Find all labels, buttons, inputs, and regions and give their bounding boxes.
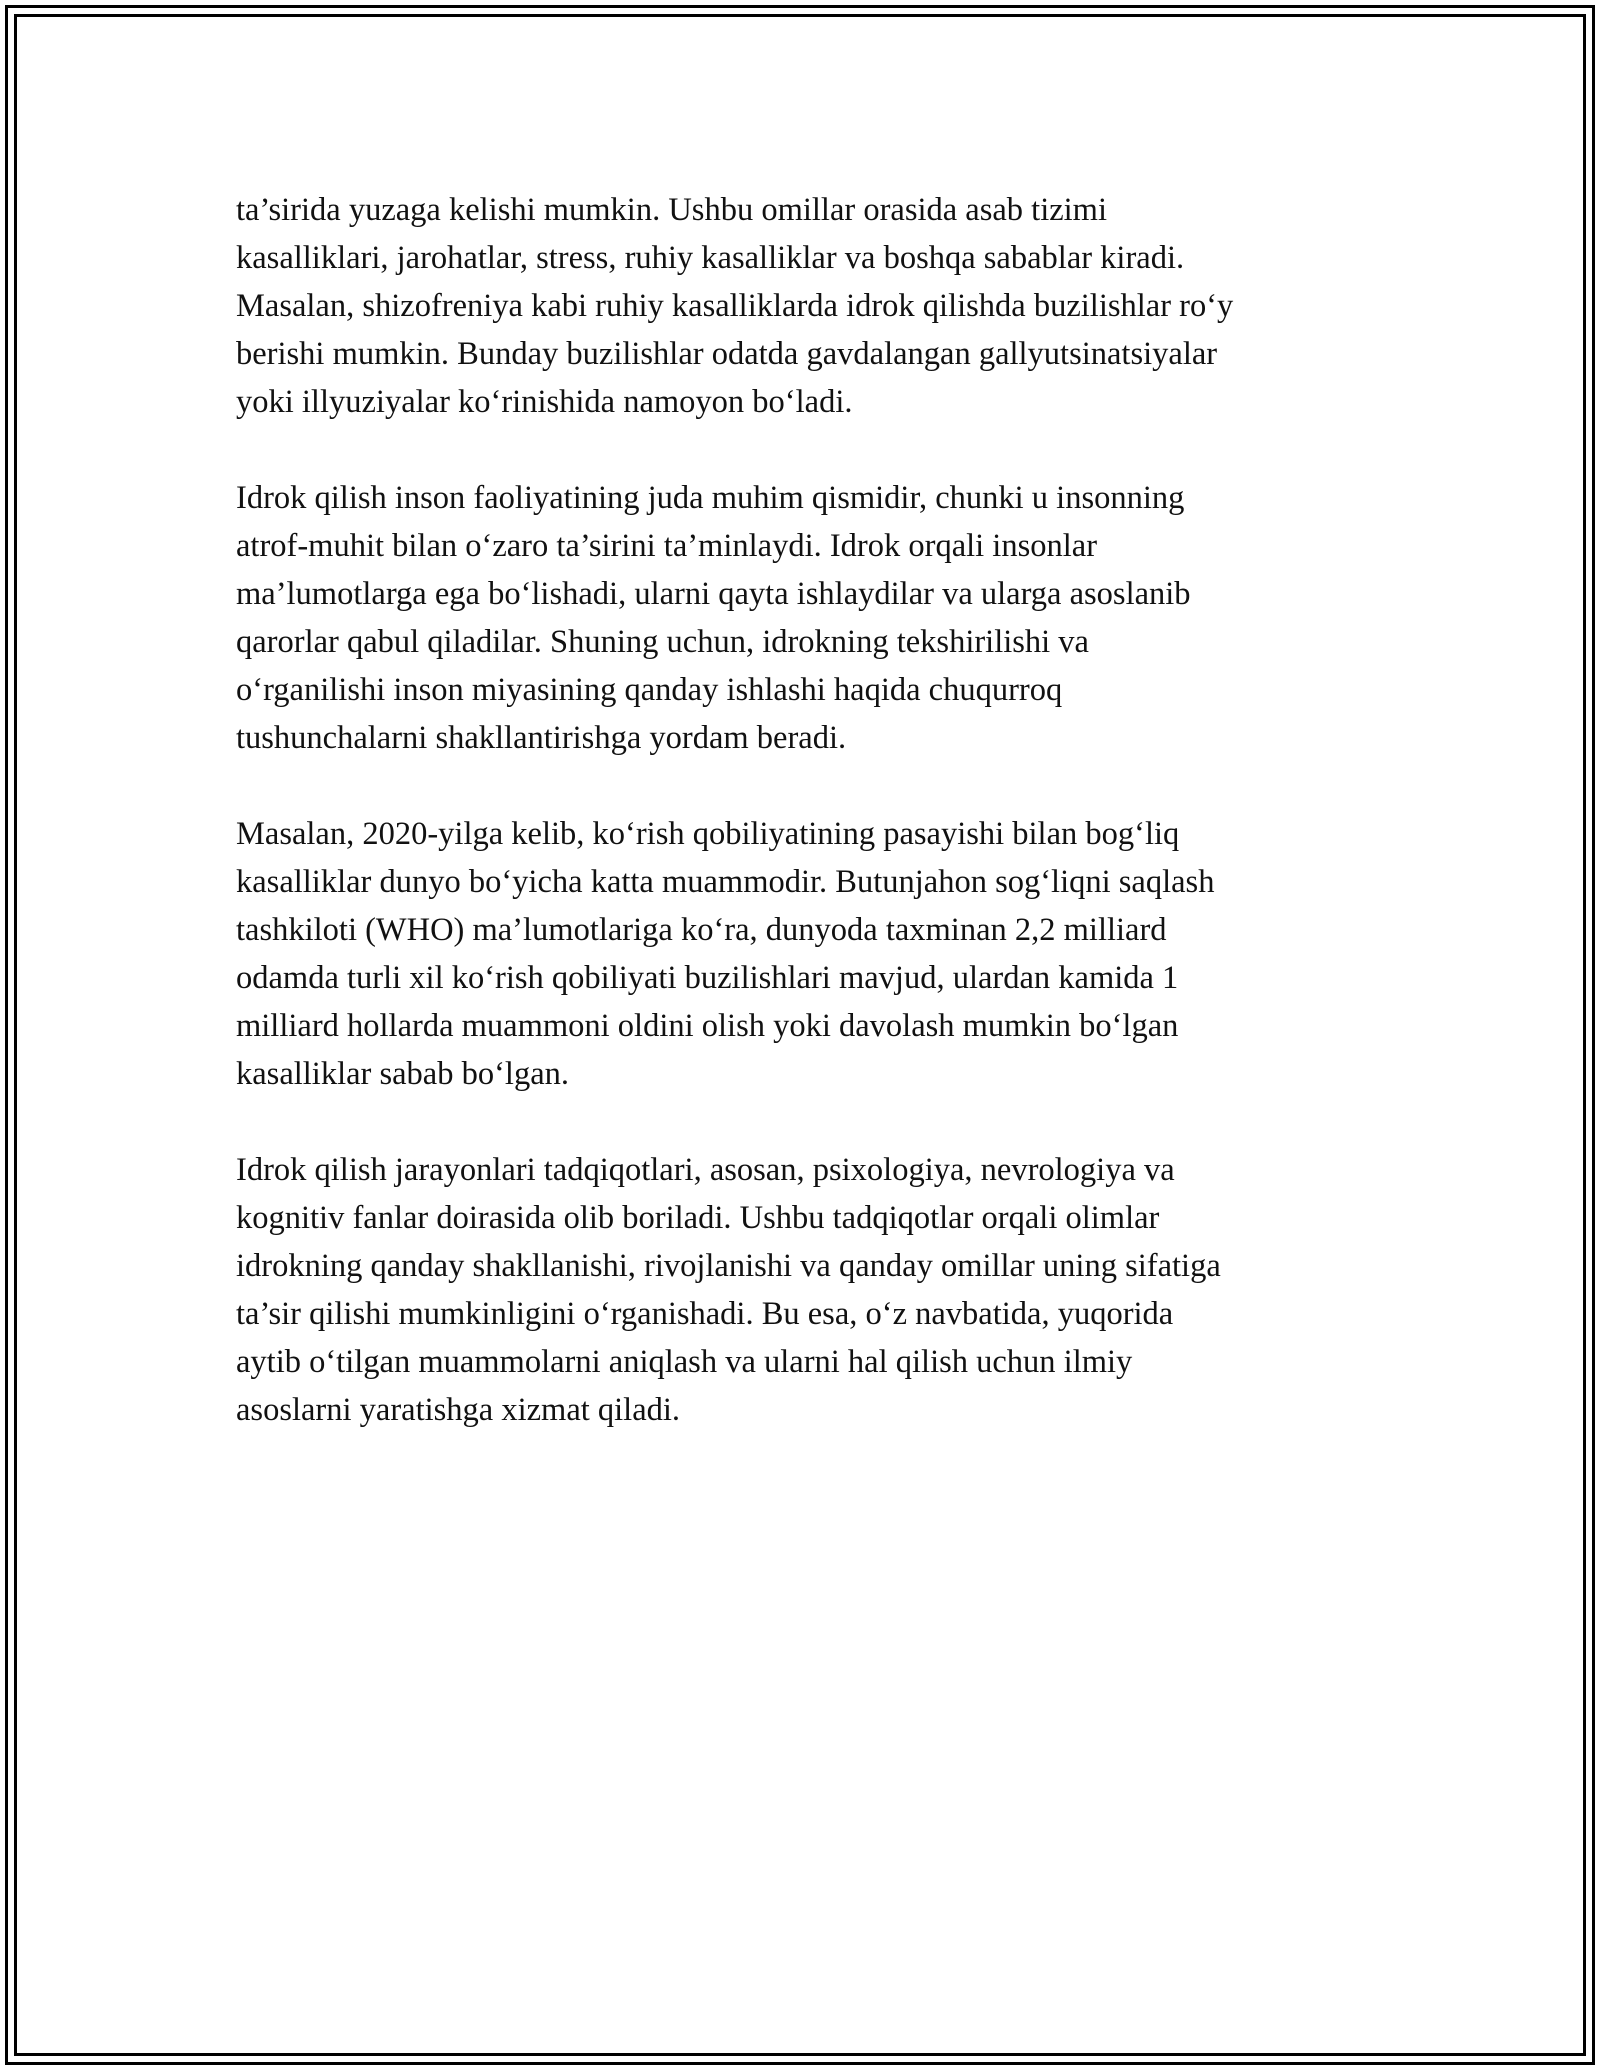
paragraph-1: ta’sirida yuzaga kelishi mumkin. Ushbu omillar orasida asab tizimi kasalliklari, jarohatlar, stress, ruhiy kasalliklar va boshqa sabablar kiradi. Masalan, shizofreniya kabi ruhiy kasalliklarda idrok qilishda buzilishlar ro‘y berishi mumkin. Bunday buzilishlar odatda gavdalangan gallyutsinatsiyalar yoki illyuziyalar ko‘rinishida namoyon bo‘ladi. — [236, 192, 1234, 420]
document-body — [236, 186, 1366, 1434]
paragraph-4: Idrok qilish jarayonlari tadqiqotlari, asosan, psixologiya, nevrologiya va kognitiv fanlar doirasida olib boriladi. Ushbu tadqiqotlar orqali olimlar idrokning qanday shakllanishi, rivojlanishi va qanday omillar uning sifatiga ta’sir qilishi mumkinligini o‘rganishadi. Bu esa, o‘z navbatida, yuqorida aytib o‘tilgan muammolarni aniqlash va ularni hal qilish uchun ilmiy asoslarni yaratishga xizmat qiladi. — [236, 1152, 1221, 1428]
paragraph-3: Masalan, 2020-yilga kelib, ko‘rish qobiliyatining pasayishi bilan bog‘liq kasalliklar dunyo bo‘yicha katta muammodir. Butunjahon sog‘liqni saqlash tashkiloti (WHO) ma’lumotlariga ko‘ra, dunyoda taxminan 2,2 milliard odamda turli xil ko‘rish qobiliyati buzilishlari mavjud, ulardan kamida 1 milliard hollarda muammoni oldini olish yoki davolash mumkin bo‘lgan kasalliklar sabab bo‘lgan. — [236, 816, 1215, 1092]
paragraph-2: Idrok qilish inson faoliyatining juda muhim qismidir, chunki u insonning atrof-muhit bilan o‘zaro ta’sirini ta’minlaydi. Idrok orqali insonlar ma’lumotlarga ega bo‘lishadi, ularni qayta ishlaydilar va ularga asoslanib qarorlar qabul qiladilar. Shuning uchun, idrokning tekshirilishi va o‘rganilishi inson miyasining qanday ishlashi haqida chuqurroq tushunchalarni shakllantirishga yordam beradi. — [236, 480, 1191, 756]
